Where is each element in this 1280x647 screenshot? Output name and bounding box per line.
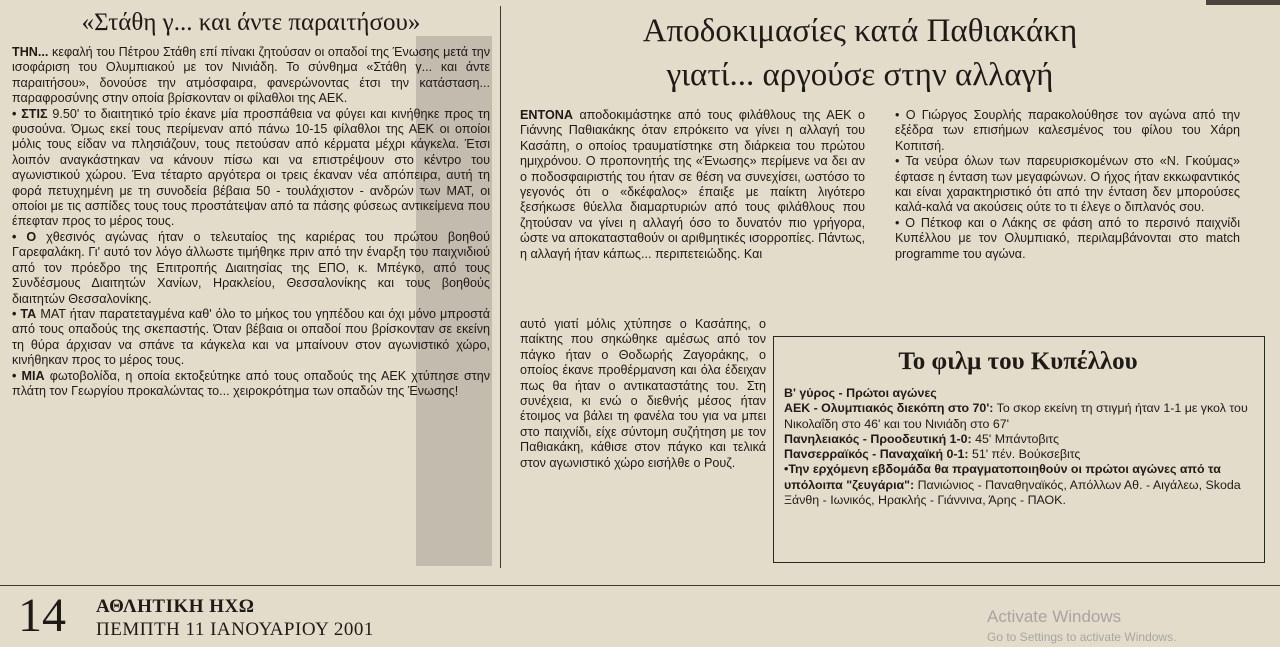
paragraph-text: φωτοβολίδα, η οποία εκτοξεύτηκε από τους οπαδούς της ΑΕΚ χτύπησε στην πλάτη τον Γεωργίου προκαλώντας το... χειροκρότημα των οπαδών της Ένωσης!: [12, 368, 491, 398]
left-paragraph: [12, 45, 490, 107]
main-paragraph: [520, 108, 865, 262]
corner-mark: [1206, 0, 1280, 5]
match-label: Πανσερραϊκός - Παναχαϊκή 0-1:: [784, 447, 969, 462]
next-fixtures-list: Πανιώνιος - Παναθηναϊκός, Απόλλων Αθ. - Αιγάλεω, Skoda Ξάνθη - Ιωνικός, Ηρακλής - Γιάννινα, Άρης - ΠΑΟΚ.: [784, 477, 1241, 508]
cup-next-fixtures: [784, 462, 1252, 508]
main-title-line-1: Αποδοκιμασίες κατά Παθιακάκη: [642, 13, 1078, 49]
newspaper-name: ΑΘΛΗΤΙΚΗ ΗΧΩ: [96, 596, 255, 617]
left-paragraph: [12, 107, 490, 230]
left-article-title: «Στάθη γ... και άντε παραιτήσου»: [81, 9, 421, 36]
paragraph-text: αποδοκιμάστηκε από τους φιλάθλους της ΑΕΚ ο Γιάννης Παθιακάκης όταν επρόκειτο να γίνει η αλλαγή του Κασάπη, ο οποίος τραυματίστηκε στη διάρκεια του πρώτου ημιχρόνου. Ο προπονητής της «Ένωσης» περίμενε να δει αν ο ποδοσφαιριστής του ήταν σε θέση να συνεχίσει, ωστόσο το γεγονός ότι ο «δκέφαλος» έπαιξε με παίκτη λιγότερο ξεσήκωσε θύελλα διαμαρτυριών από τους φιλάθλους που ζητούσαν να γίνει η αλλαγή όσο το δυνατόν πιο γρήγορα, ώστε να αποκατασταθούν οι αριθμητικές ισορροπίες. Πάντως, η αλλαγή ήταν κάπως... περιπετειώδης. Και: [520, 108, 865, 261]
cup-match-line: [784, 401, 1252, 432]
left-paragraph: [12, 369, 490, 400]
match-detail: 51' πέν. Βούκσεβιτς: [968, 447, 1081, 462]
left-paragraph: [12, 307, 490, 369]
cup-box-title: Το φιλμ του Κυπέλλου: [898, 348, 1138, 375]
cup-match-line: [784, 432, 1252, 447]
footer-rule: [0, 585, 1280, 586]
paragraph-lead: • ΤΑ: [12, 306, 37, 321]
cup-match-line: [784, 447, 1252, 462]
main-article-column-2: [895, 108, 1240, 262]
bullet-paragraph: • Ο Γιώργος Σουρλής παρακολούθησε τον αγώνα από την εξέδρα των επισήμων καλεσμένος του φίλου του Χάρη Κοπιτσή.: [895, 108, 1240, 153]
paragraph-lead: • ΜΙΑ: [12, 368, 45, 383]
paragraph-text: κεφαλή του Πέτρου Στάθη επί πίνακι ζητούσαν οι οπαδοί της Ένωσης μετά την ισοφάριση του Ολυμπιακού με τον Νινιάδη. Το σύνθημα «Στάθη γ... και άντε παραιτήσου», δονούσε την ατμόσφαιρα, φανερώνοντας έτσι την κατάσταση... παραφροσύνης στην οποία βρίσκονταν οι φίλαθλοι της ΑΕΚ.: [12, 45, 490, 106]
activate-windows-title: Activate Windows: [987, 607, 1122, 626]
main-article-title: [510, 9, 1210, 97]
match-detail: 45' Μπάντοβιτς: [971, 431, 1059, 446]
next-fixtures-label: •Την ερχόμενη εβδομάδα θα πραγματοποιηθούν οι πρώτοι αγώνες από τα υπόλοιπα "ζευγάρια":: [784, 462, 1221, 492]
left-paragraph: [12, 230, 490, 307]
paragraph-lead: • ΣΤΙΣ: [12, 106, 48, 121]
left-article: [12, 8, 490, 399]
bullet-paragraph: • Τα νεύρα όλων των παρευρισκομένων στο «Ν. Γκούμας» έφτασε η ένταση των μεγαφώνων. Ο ήχος ήταν εκκωφαντικός και είναι χαρακτηριστικό ότι από την ένταση δεν μπορούσες καλά-καλά να ακούσεις ούτε το τι έλεγε ο διπλανός σου.: [895, 154, 1240, 215]
page-number: 14: [18, 589, 66, 642]
main-title-line-2: γιατί... αργούσε στην αλλαγή: [666, 57, 1054, 93]
paragraph-text: χθεσινός αγώνας ήταν ο τελευταίος της καριέρας του πρώτου βοηθού Γαρεφαλάκη. Γι' αυτό τον λόγο άλλωστε τιμήθηκε πριν από την έναρξη του παιχνιδιού από τον πρόεδρο της Επιτροπής Διαιτησίας της ΕΠΟ, κ. Μπέγκο, από τους Συνδέσμους Διαιτητών Χανίων, Ηρακλείου, Θεσσαλονίκης και τους βοηθούς διαιτητών Θεσσαλονίκης.: [12, 229, 490, 306]
main-article-column-1: [520, 108, 865, 262]
round-label: Β' γύρος - Πρώτοι αγώνες: [784, 386, 937, 400]
bullet-paragraph: • Ο Πέτκοφ και ο Λάκης σε φάση από το περσινό παιχνίδι Κυπέλλου με τον Ολυμπιακό, περιλαμβάνονται στο match programme του αγώνα.: [895, 215, 1240, 261]
match-label: Πανηλειακός - Προοδευτική 1-0:: [784, 431, 972, 446]
left-column-divider: [500, 6, 501, 568]
paragraph-text: ΜΑΤ ήταν παρατεταγμένα καθ' όλο το μήκος του γηπέδου και όχι μόνο μπροστά από τους οπαδούς της σκεπαστής. Όταν βέβαια οι οπαδοί που βρίσκονταν σε εκείνη τη θύρα άρχισαν να σπάνε τα κάγκελα και να μπαίνουν στον αγωνιστικό χώρο, κινήθηκαν προς το μέρος τους.: [12, 306, 491, 368]
main-paragraph-continued: αυτό γιατί μόλις χτύπησε ο Κασάπης, ο παίκτης που σηκώθηκε αμέσως από τον πάγκο ήταν ο Θοδωρής Ζαγοράκης, ο οποίος έκανε προθέρμανση και όλα έδειχαν πως θα ήταν ο αντικαταστάτης του. Στη συνέχεια, κι ενώ ο διεθνής μέσος ήταν έτοιμος να βάλει τη φανέλα του για να μπει στο παιχνίδι, είχε σύντομη συζήτηση με τον Παθιακάκη, κάθισε στον πάγκο και τελικά στον αγωνιστικό χώρο εισήλθε ο Ρουζ.: [520, 317, 766, 470]
cup-round-heading: [784, 386, 1252, 401]
issue-date: ΠΕΜΠΤΗ 11 ΙΑΝΟΥΑΡΙΟΥ 2001: [96, 619, 374, 640]
match-label: ΑΕΚ - Ολυμπιακός διεκόπη στο 70':: [784, 401, 994, 416]
main-article-column-1-continued: [520, 317, 766, 471]
activate-windows-subtitle: Go to Settings to activate Windows.: [987, 630, 1177, 644]
paragraph-lead: ΕΝΤΟΝΑ: [520, 108, 573, 122]
paragraph-text: 9.50' το διαιτητικό τρίο έκανε μία προσπάθεια να φύγει και κινήθηκε προς τη φυσούνα. Όμως εκεί τους περίμεναν από πάνω 10-15 φίλαθλοι της ΑΕΚ οι οποίοι μόλις τους είδαν να πλησιάζουν, τους πετούσαν από κέρματα μέχρι κάγκελα. Έτσι λοιπόν αναγκάστηκαν να κάνουν πίσω και να επιστρέψουν στο κέντρο του αγωνιστικού χώρου. Ένα τέταρτο αργότερα οι τρεις έκαναν νέα απόπειρα, αυτή τη φορά πετυχημένη με τη συνοδεία βέβαια 50 - τουλάχιστον - ανδρών των ΜΑΤ, οι οποίοι με τις ασπίδες τους τους προστάτεψαν από τα πάσης φύσεως αντικείμενα που έπεφταν προς το μέρος τους.: [12, 106, 491, 229]
match-detail: Το σκορ εκείνη τη στιγμή ήταν 1-1 με γκολ του Νικολαΐδη στο 46' και του Νινιάδη στο 67': [784, 401, 1248, 431]
paragraph-lead: • Ο: [12, 229, 37, 244]
cup-results-box: [773, 336, 1265, 563]
paragraph-lead: ΤΗΝ...: [12, 45, 49, 59]
